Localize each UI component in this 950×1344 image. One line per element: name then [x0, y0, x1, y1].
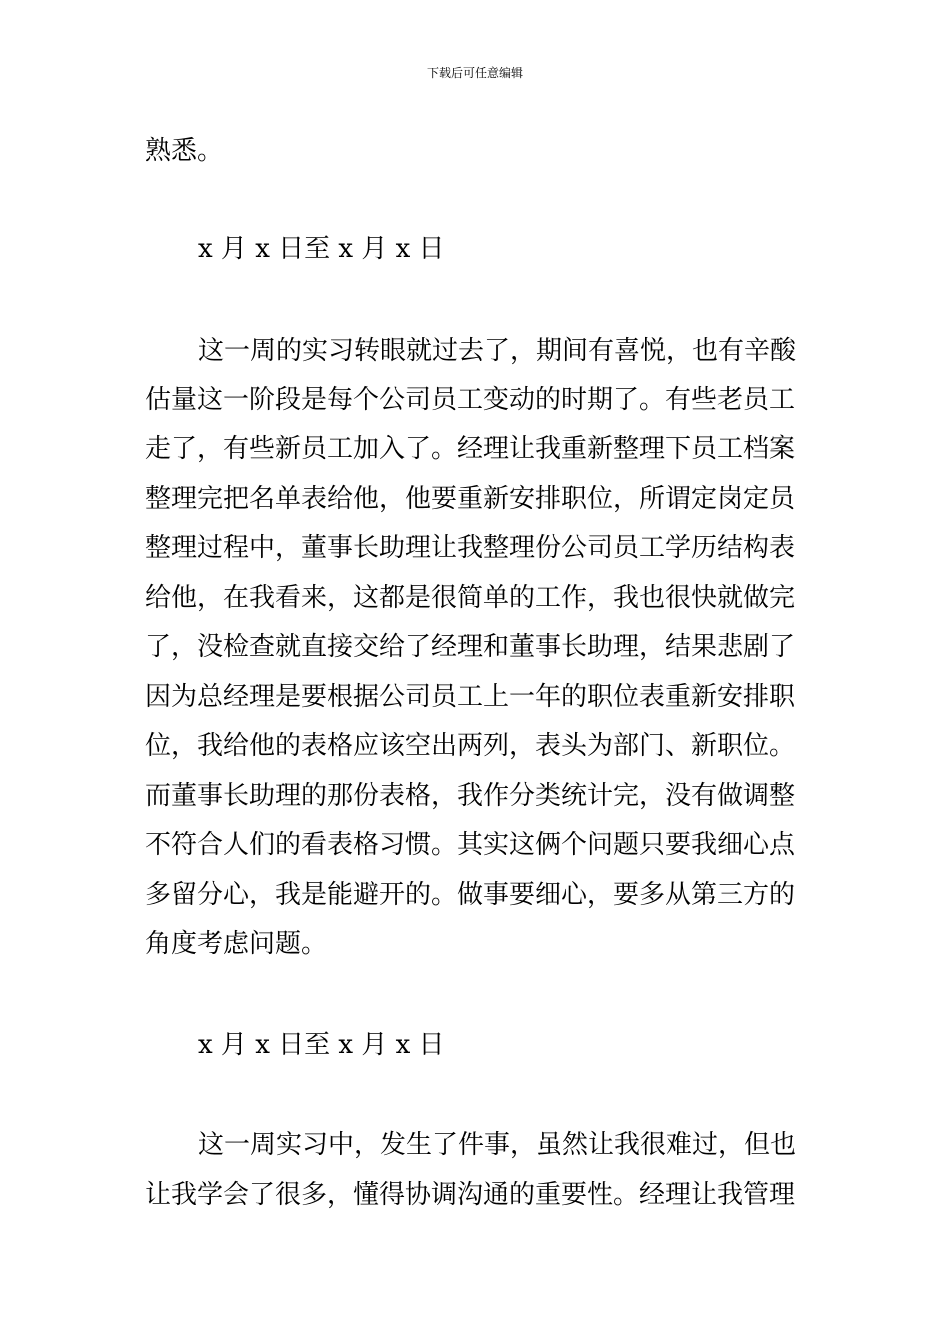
text-line: 走了，有些新员工加入了。经理让我重新整理下员工档案	[145, 434, 796, 464]
text-line: 位，我给他的表格应该空出两列，表头为部门、新职位。	[145, 731, 796, 761]
date-heading: x 月 x 日至 x 月 x 日	[198, 234, 445, 264]
text-line: 角度考虑问题。	[145, 929, 328, 959]
text-line: 整理完把名单表给他，他要重新安排职位，所谓定岗定员	[145, 484, 796, 514]
text-line: 多留分心，我是能避开的。做事要细心，要多从第三方的	[145, 880, 796, 910]
text-line: 整理过程中，董事长助理让我整理份公司员工学历结构表	[145, 533, 796, 563]
date-heading: x 月 x 日至 x 月 x 日	[198, 1030, 445, 1060]
text-line: 而董事长助理的那份表格，我作分类统计完，没有做调整	[145, 781, 796, 811]
text-line: 了，没检查就直接交给了经理和董事长助理，结果悲剧了	[145, 632, 796, 662]
text-line: 不符合人们的看表格习惯。其实这俩个问题只要我细心点	[145, 830, 796, 860]
text-line: 让我学会了很多，懂得协调沟通的重要性。经理让我管理	[145, 1180, 796, 1210]
text-line: 因为总经理是要根据公司员工上一年的职位表重新安排职	[145, 682, 796, 712]
text-line: 这一周实习中，发生了件事，虽然让我很难过，但也	[198, 1130, 797, 1160]
page-header: 下载后可任意编辑	[426, 66, 523, 80]
text-line: 给他，在我看来，这都是很简单的工作，我也很快就做完	[145, 583, 796, 613]
text-line: 估量这一阶段是每个公司员工变动的时期了。有些老员工	[145, 385, 796, 415]
text-line: 这一周的实习转眼就过去了，期间有喜悦，也有辛酸	[198, 336, 797, 366]
text-line: 熟悉。	[145, 136, 224, 166]
